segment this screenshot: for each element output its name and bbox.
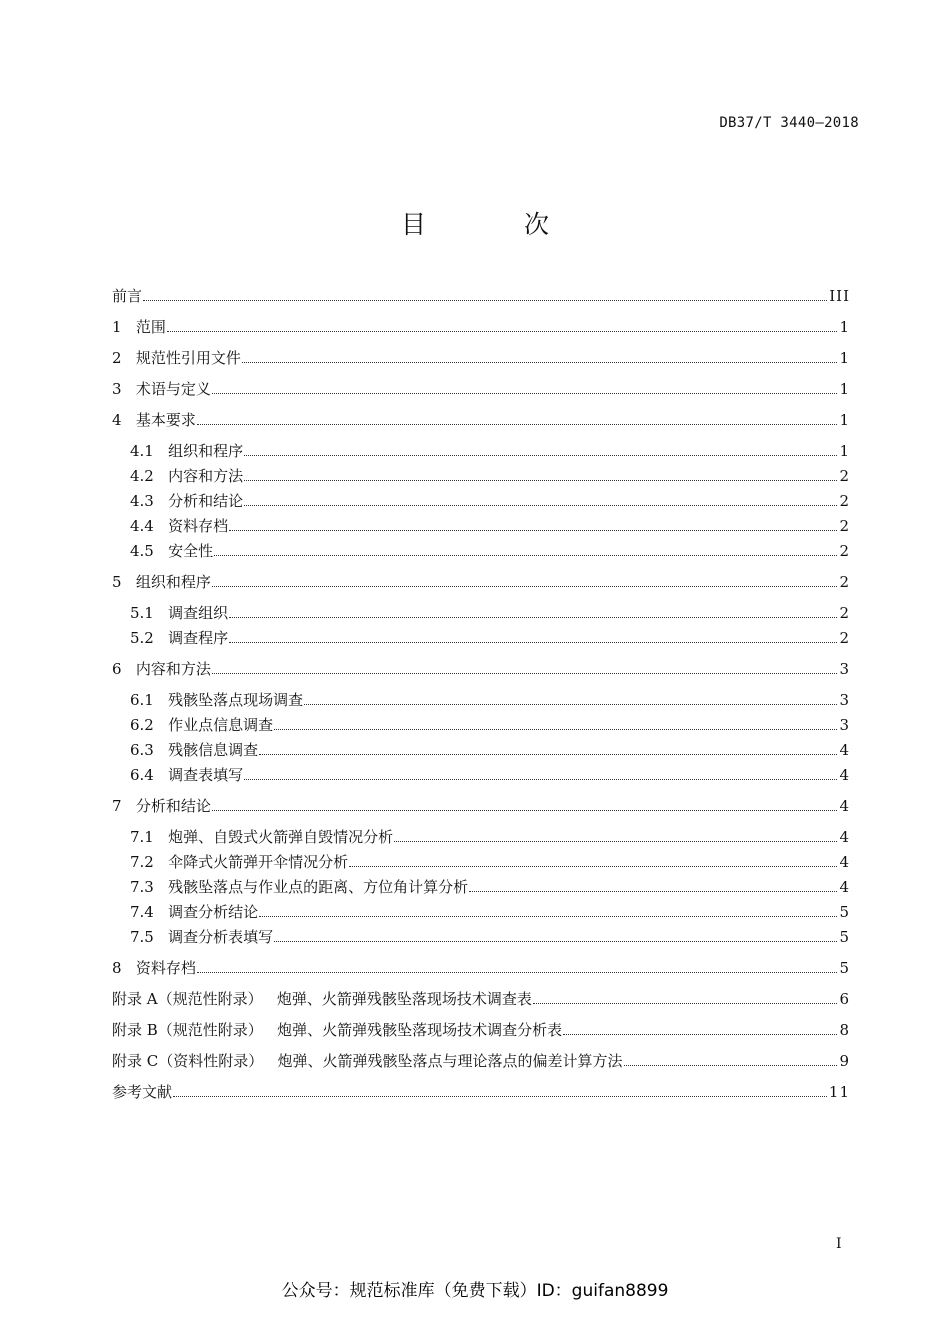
footer-notice: 公众号：规范标准库（免费下载）ID：guifan8899	[281, 1281, 669, 1301]
toc-subentry[interactable]	[130, 927, 850, 947]
toc-leader-dots	[304, 703, 837, 705]
toc-leader-dots	[229, 616, 837, 618]
toc-page-number: 1	[839, 318, 850, 336]
toc-entry[interactable]	[112, 379, 850, 399]
toc-entry-label: 4.3 分析和结论	[130, 492, 244, 510]
toc-entry[interactable]	[112, 410, 850, 430]
toc-subentry[interactable]	[130, 877, 850, 897]
toc-entry[interactable]	[112, 286, 850, 306]
toc-subentry[interactable]	[130, 441, 850, 461]
toc-entry-label: 5.2 调查程序	[130, 629, 229, 647]
toc-entry[interactable]	[112, 348, 850, 368]
page-number: I	[836, 1236, 842, 1252]
toc-subentry[interactable]	[130, 740, 850, 760]
toc-leader-dots	[212, 585, 838, 587]
toc-page-number: 3	[839, 660, 850, 678]
toc-page-number: 4	[839, 797, 850, 815]
toc-leader-dots	[143, 299, 827, 301]
toc-entry[interactable]	[112, 989, 850, 1009]
toc-leader-dots	[173, 1095, 827, 1097]
toc-leader-dots	[197, 971, 838, 973]
toc-entry-label: 参考文献	[112, 1083, 173, 1101]
toc-entry[interactable]	[112, 796, 850, 816]
toc-entry[interactable]	[112, 317, 850, 337]
toc-leader-dots	[563, 1033, 837, 1035]
toc-page-number: 2	[839, 517, 850, 535]
toc-leader-dots	[229, 641, 837, 643]
toc-leader-dots	[212, 392, 838, 394]
toc-entry-label: 4.5 安全性	[130, 542, 214, 560]
toc-page-number: 6	[839, 990, 850, 1008]
toc-page-number: 2	[839, 604, 850, 622]
toc-entry-label: 7.3 残骸坠落点与作业点的距离、方位角计算分析	[130, 878, 469, 896]
toc-page-number: 2	[839, 492, 850, 510]
toc-entry-label: 5.1 调查组织	[130, 604, 229, 622]
toc-page-number: 4	[839, 878, 850, 896]
toc-page-number: 2	[839, 467, 850, 485]
document-code: DB37/T 3440—2018	[719, 115, 859, 131]
page-title: 目 次	[401, 210, 594, 239]
toc-page-number: 8	[839, 1021, 850, 1039]
toc-entry-label: 3 术语与定义	[112, 380, 211, 398]
toc-leader-dots	[624, 1064, 838, 1066]
toc-entry-label: 6.1 残骸坠落点现场调查	[130, 691, 304, 709]
toc-page-number: 4	[839, 828, 850, 846]
toc-entry-label: 6 内容和方法	[112, 660, 211, 678]
toc-page-number: 1	[839, 442, 850, 460]
toc-page-number: 5	[839, 903, 850, 921]
toc-entry-label: 4.4 资料存档	[130, 517, 229, 535]
toc-leader-dots	[244, 479, 837, 481]
toc-page-number: 1	[839, 380, 850, 398]
toc-entry-label: 4.1 组织和程序	[130, 442, 244, 460]
toc-leader-dots	[259, 753, 837, 755]
toc-leader-dots	[197, 423, 838, 425]
toc-subentry[interactable]	[130, 765, 850, 785]
toc-leader-dots	[469, 890, 837, 892]
toc-entry[interactable]	[112, 659, 850, 679]
toc-entry[interactable]	[112, 1082, 850, 1102]
toc-subentry[interactable]	[130, 690, 850, 710]
toc-page-number: 3	[839, 716, 850, 734]
toc-subentry[interactable]	[130, 902, 850, 922]
toc-page-number: 4	[839, 853, 850, 871]
toc-subentry[interactable]	[130, 466, 850, 486]
toc-leader-dots	[349, 865, 837, 867]
toc-leader-dots	[244, 454, 837, 456]
toc-entry-label: 7 分析和结论	[112, 797, 211, 815]
toc-page-number: 9	[839, 1052, 850, 1070]
toc-page-number: 1	[839, 411, 850, 429]
toc-entry-label: 7.1 炮弹、自毁式火箭弹自毁情况分析	[130, 828, 394, 846]
toc-entry-label: 6.2 作业点信息调查	[130, 716, 274, 734]
toc-entry[interactable]	[112, 1051, 850, 1071]
toc-entry-label: 2 规范性引用文件	[112, 349, 241, 367]
toc-entry[interactable]	[112, 958, 850, 978]
toc-page-number: 2	[839, 573, 850, 591]
toc-entry-label: 7.5 调查分析表填写	[130, 928, 274, 946]
toc-entry-label: 8 资料存档	[112, 959, 196, 977]
toc-page-number: 5	[839, 928, 850, 946]
toc-subentry[interactable]	[130, 516, 850, 536]
toc-leader-dots	[229, 529, 837, 531]
toc-subentry[interactable]	[130, 541, 850, 561]
toc-leader-dots	[212, 672, 838, 674]
toc-entry[interactable]	[112, 1020, 850, 1040]
toc-leader-dots	[259, 915, 837, 917]
toc-entry-label: 附录 B（规范性附录） 炮弹、火箭弹残骸坠落现场技术调查分析表	[112, 1021, 563, 1039]
toc-entry-label: 6.3 残骸信息调查	[130, 741, 259, 759]
toc-page-number: 11	[828, 1083, 850, 1101]
toc-entry-label: 附录 C（资料性附录） 炮弹、火箭弹残骸坠落点与理论落点的偏差计算方法	[112, 1052, 623, 1070]
toc-page-number: 2	[839, 542, 850, 560]
toc-entry-label: 5 组织和程序	[112, 573, 211, 591]
toc-subentry[interactable]	[130, 491, 850, 511]
toc-leader-dots	[274, 728, 837, 730]
toc-leader-dots	[244, 778, 837, 780]
toc-subentry[interactable]	[130, 827, 850, 847]
toc-page-number: III	[829, 287, 850, 305]
toc-leader-dots	[274, 940, 837, 942]
toc-leader-dots	[533, 1002, 838, 1004]
toc-entry[interactable]	[112, 572, 850, 592]
toc-page-number: 5	[839, 959, 850, 977]
toc-entry-label: 7.4 调查分析结论	[130, 903, 259, 921]
toc-entry-label: 附录 A（规范性附录） 炮弹、火箭弹残骸坠落现场技术调查表	[112, 990, 532, 1008]
toc-leader-dots	[167, 330, 838, 332]
toc-leader-dots	[394, 840, 837, 842]
toc-leader-dots	[244, 504, 837, 506]
toc-page-number: 2	[839, 629, 850, 647]
toc-entry-label: 4 基本要求	[112, 411, 196, 429]
toc-subentry[interactable]	[130, 628, 850, 648]
toc-leader-dots	[242, 361, 838, 363]
toc-page-number: 1	[839, 349, 850, 367]
toc-page-number: 4	[839, 741, 850, 759]
toc-entry-label: 4.2 内容和方法	[130, 467, 244, 485]
toc-entry-label: 前言	[112, 287, 143, 305]
toc-leader-dots	[214, 554, 837, 556]
toc-entry-label: 7.2 伞降式火箭弹开伞情况分析	[130, 853, 349, 871]
toc-entry-label: 6.4 调查表填写	[130, 766, 244, 784]
toc-page-number: 3	[839, 691, 850, 709]
toc-leader-dots	[212, 809, 838, 811]
toc-subentry[interactable]	[130, 603, 850, 623]
toc-page-number: 4	[839, 766, 850, 784]
toc-subentry[interactable]	[130, 852, 850, 872]
toc-entry-label: 1 范围	[112, 318, 166, 336]
toc-subentry[interactable]	[130, 715, 850, 735]
